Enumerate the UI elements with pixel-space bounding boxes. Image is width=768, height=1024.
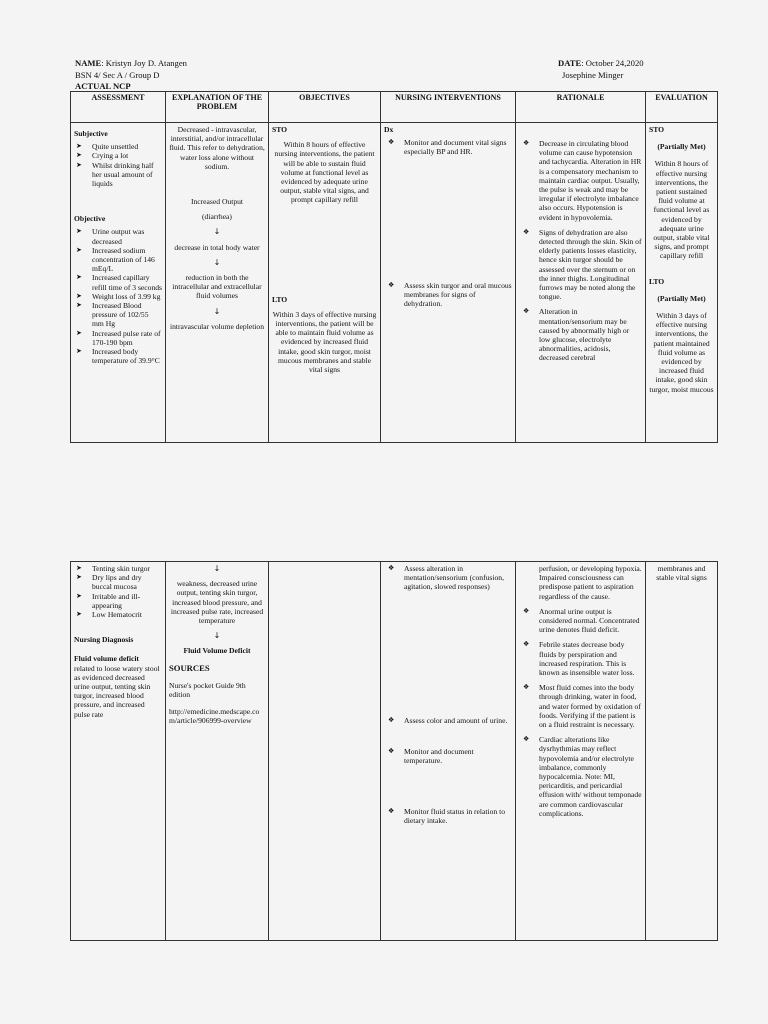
assessment-cell (71, 562, 166, 941)
objectives-cell (269, 123, 381, 443)
table-header-row (71, 92, 718, 123)
evaluation-cell (646, 562, 718, 941)
rationale-continued: perfusion, or developing hypoxia. Impaired consciousness can predispose patient to aspiration regardless of the cause. (539, 564, 642, 601)
interventions-list (384, 138, 512, 156)
list-item: ❖ Most fluid comes into the body through drinking, water in food, and water formed by oxidation of foods. Verifying if the patient is on a fluid restraint is necessary. (519, 683, 642, 729)
list-item: ➤ Crying a lot (74, 151, 162, 160)
interventions-list (384, 281, 512, 309)
sto-label: STO (272, 125, 288, 134)
down-arrow-icon: ↓ (213, 631, 221, 641)
list-item: ➤ Low Hematocrit (74, 610, 162, 619)
list-item: ❖ Monitor and document vital signs especially BP and HR. (384, 138, 512, 156)
lto-evaluation: Within 3 days of effective nursing interventions, the patient maintained fluid volume as evidenced by increased fluid intake, good skin turgor, moist mucous (649, 311, 714, 394)
ncp-table-part1 (70, 91, 718, 443)
down-arrow-icon: ↓ (213, 257, 221, 267)
list-item: ❖ Monitor fluid status in relation to dietary intake. (384, 807, 512, 825)
objectives-cell (269, 562, 381, 941)
list-item: ❖ Alteration in mentation/sensorium may be caused by abnormally high or low glucose, electrolyte abnormalities, acidosis, decreased cerebral (519, 307, 642, 362)
flow-step: Increased Output (190, 197, 244, 207)
rationale-cell (516, 562, 646, 941)
interventions-list (384, 807, 512, 825)
explanation-text: weakness, decreased urine output, tenting skin turgor, increased blood pressure, and increased pulse rate, increased temperature (170, 579, 264, 626)
down-arrow-icon: ↓ (213, 306, 221, 316)
subjective-label: Subjective (74, 129, 108, 138)
down-arrow-icon: ↓ (213, 564, 221, 573)
list-item: ➤ Dry lips and dry buccal mucosa (74, 573, 162, 591)
interventions-list (384, 564, 512, 592)
flow-step: reduction in both the intracellular and extracellular fluid volumes (172, 273, 262, 301)
list-item: ❖ Anormal urine output is considered normal. Concentrated urine denotes fluid deficit. (519, 607, 642, 635)
col-header-interventions: NURSING INTERVENTIONS (381, 92, 516, 123)
sto-text: Within 8 hours of effective nursing interventions, the patient will be able to sustain fluid volume at functional level as evidenced by adequate urine output, stable vital signs, and prompt capillary refill (274, 140, 375, 205)
rationale-list (519, 139, 642, 363)
table-row (71, 123, 718, 443)
flow-step: (diarrhea) (202, 212, 232, 222)
lto-status: (Partially Met) (657, 293, 706, 303)
list-item: ❖ Febrile states decrease body fluids by perspiration and increased respiration. This is known as insensible water loss. (519, 640, 642, 677)
interventions-list (384, 747, 512, 765)
list-item: ❖ Monitor and document temperature. (384, 747, 512, 765)
document-title: ACTUAL NCP (75, 81, 131, 91)
explanation-result: Fluid Volume Deficit (183, 646, 251, 656)
source-link[interactable] (169, 707, 265, 725)
lto-label: LTO (272, 294, 288, 304)
objective-list-cont (74, 564, 162, 619)
list-item: ➤ Increased body temperature of 39.9°C (74, 347, 162, 365)
col-header-explanation: EXPLANATION OF THE PROBLEM (166, 92, 269, 123)
list-item: ➤ Increased capillary refill time of 3 seconds (74, 273, 162, 291)
source-url[interactable]: http://emedicine.medscape.com/article/906999-overview (169, 707, 260, 726)
col-header-objectives: OBJECTIVES (269, 92, 381, 123)
list-item: ➤ Irritable and ill-appearing (74, 592, 162, 610)
flow-step: decrease in total body water (174, 242, 260, 252)
list-item: ➤ Increased Blood pressure of 102/55 mm Hg (74, 301, 162, 329)
lto-text: Within 3 days of effective nursing interventions, the patient will be able to maintain fluid volume as evidenced by increased fluid intake, good skin turgor, moist mucous membranes and stable vital signs (272, 309, 377, 375)
list-item: ➤ Tenting skin turgor (74, 564, 162, 573)
assessment-cell (71, 123, 166, 443)
list-item: ➤ Weight loss of 3.99 kg (74, 292, 162, 301)
sources-label: SOURCES (169, 662, 210, 673)
diagnosis-title: Fluid volume deficit (74, 654, 139, 664)
down-arrow-icon: ↓ (213, 227, 221, 237)
rationale-list (519, 607, 642, 818)
flow-step: intravascular volume depletion (169, 321, 265, 331)
evaluation-continued: membranes and stable vital signs (656, 564, 707, 583)
list-item: ❖ Assess alteration in mentation/sensorium (confusion, agitation, slowed responses) (384, 564, 512, 592)
ncp-table-part2 (70, 561, 718, 941)
date: DATE: October 24,2020 (558, 58, 644, 68)
diagnosis-text: related to loose watery stool as evidenced decreased urine output, tenting skin turgor, increased blood pressure, and increased pulse rate (74, 663, 160, 719)
sto-evaluation: Within 8 hours of effective nursing interventions, the patient sustained fluid volume at functional level as evidenced by adequate urine output, stable vital signs, and prompt capillary refill (653, 159, 710, 261)
list-item: ➤ Increased sodium concentration of 146 mEq/L (74, 246, 162, 274)
evaluation-cell (646, 123, 718, 443)
explanation-cell (166, 123, 269, 443)
interventions-list (384, 716, 512, 725)
list-item: ❖ Signs of dehydration are also detected through the skin. Skin of elderly patients losses elasticity, hence skin turgor should be assessed over the sternum or on the inner thighs. Longitudinal furrows may be noted along the tongue. (519, 228, 642, 302)
list-item: ➤ Whilst drinking half her usual amount of liquids (74, 161, 162, 189)
source-item: Nurse's pocket Guide 9th edition (169, 680, 246, 700)
col-header-assessment: ASSESSMENT (71, 92, 166, 123)
sto-status: (Partially Met) (657, 142, 706, 152)
col-header-evaluation: EVALUATION (646, 92, 718, 123)
subjective-list (74, 142, 162, 188)
list-item: ➤ Quite unsettled (74, 142, 162, 151)
instructor-name: Josephine Minger (562, 70, 624, 80)
diagnosis-label: Nursing Diagnosis (74, 635, 134, 645)
section-info: BSN 4/ Sec A / Group D (75, 70, 160, 80)
rationale-cell (516, 123, 646, 443)
list-item: ❖ Decrease in circulating blood volume can cause hypotension and tachycardia. Alteration in HR is a compensatory mechanism to maintain cardiac output. Usually, the pulse is weak and may be irregular if electrolyte imbalance also occurs. Hypotension is evident in hypovolemia. (519, 139, 642, 222)
table-row (71, 562, 718, 941)
student-name: NAME: Kristyn Joy D. Atangen (75, 58, 187, 68)
interventions-cell (381, 123, 516, 443)
sto-label: STO (649, 125, 665, 134)
list-item: ➤ Urine output was decreased (74, 227, 162, 245)
lto-label: LTO (649, 276, 665, 286)
explanation-cell (166, 562, 269, 941)
list-item: ❖ Assess color and amount of urine. (384, 716, 512, 725)
list-item: ➤ Increased pulse rate of 170-190 bpm (74, 329, 162, 347)
dx-label: Dx (384, 125, 394, 134)
list-item: ❖ Cardiac alterations like dysrhythmias may reflect hypovolemia and/or electrolyte imbalance, commonly hypocalcemia. Note: MI, pericarditis, and pericardial effusion with/ without temponade are common cardiovascular complications. (519, 735, 642, 818)
objective-label: Objective (74, 214, 106, 224)
objective-list (74, 227, 162, 365)
explanation-intro: Decreased - intravascular, interstitial, and/or intracellular fluid. This refer to dehydration, water loss alone without sodium. (169, 125, 265, 171)
interventions-cell (381, 562, 516, 941)
col-header-rationale: RATIONALE (516, 92, 646, 123)
list-item: ❖ Assess skin turgor and oral mucous membranes for signs of dehydration. (384, 281, 512, 309)
